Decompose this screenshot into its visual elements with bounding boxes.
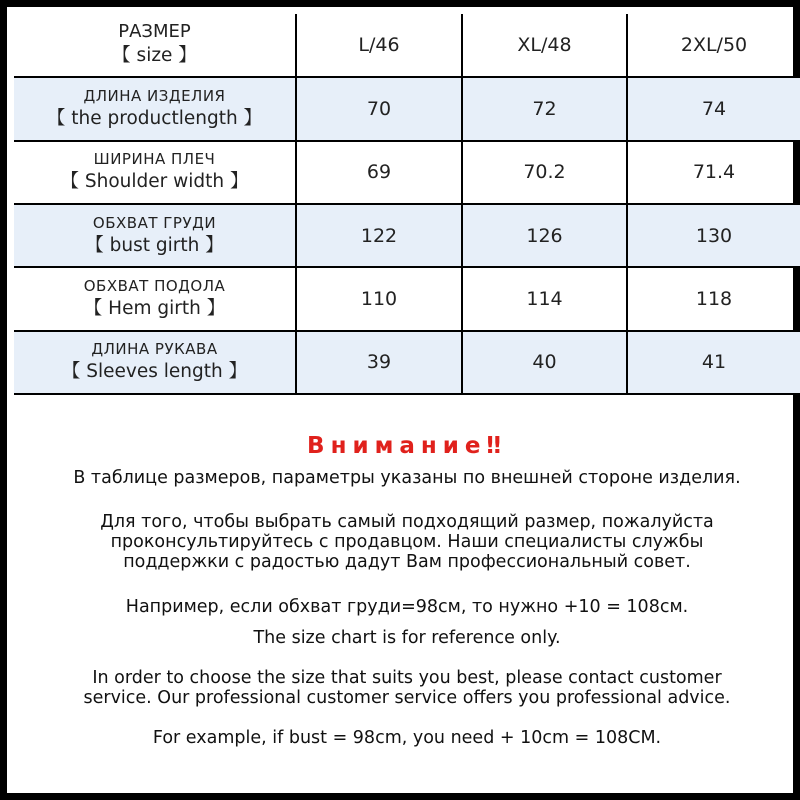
table-cell: 41 xyxy=(627,331,800,394)
row-label-ru: ОБХВАТ ГРУДИ xyxy=(92,213,217,232)
table-cell: 114 xyxy=(462,267,627,330)
row-label-ru: ДЛИНА РУКАВА xyxy=(91,340,218,359)
size-header-l: L/46 xyxy=(296,14,462,77)
table-cell: 126 xyxy=(462,204,627,267)
size-header-xl: XL/48 xyxy=(462,14,627,77)
row-label-cell xyxy=(14,77,296,140)
note-en-line-5a: In order to choose the size that suits you best, please contact customer xyxy=(92,668,722,688)
note-en-reference: The size chart is for reference only. xyxy=(253,628,561,648)
row-label-ru: ОБХВАТ ПОДОЛА xyxy=(83,276,226,295)
table-cell: 130 xyxy=(627,204,800,267)
row-label-cell xyxy=(14,267,296,330)
table-cell: 110 xyxy=(296,267,462,330)
table-cell: 118 xyxy=(627,267,800,330)
table-cell: 40 xyxy=(462,331,627,394)
table-cell: 70.2 xyxy=(462,141,627,204)
table-cell: 69 xyxy=(296,141,462,204)
table-cell: 122 xyxy=(296,204,462,267)
row-label-cell xyxy=(14,331,296,394)
row-label-en: 【 Sleeves length 】 xyxy=(61,361,248,383)
size-header-2xl: 2XL/50 xyxy=(627,14,800,77)
note-ru-line-2c: поддержки с радостью дадут Вам профессиональный совет. xyxy=(123,552,691,572)
table-cell: 71.4 xyxy=(627,141,800,204)
note-ru-example: Например, если обхват груди=98см, то нужно +10 = 108см. xyxy=(125,597,689,617)
table-cell: 70 xyxy=(296,77,462,140)
table-cell: 74 xyxy=(627,77,800,140)
note-ru-line-2a: Для того, чтобы выбрать самый подходящий размер, пожалуйста xyxy=(100,512,714,532)
row-label-en: 【 Hem girth 】 xyxy=(83,297,226,319)
table-row-sleeve-length xyxy=(14,331,800,394)
size-table xyxy=(14,14,800,395)
warning-heading: Внимание‼ xyxy=(307,433,507,459)
table-row-product-length xyxy=(14,77,800,140)
table-cell: 39 xyxy=(296,331,462,394)
row-label-ru: ШИРИНА ПЛЕЧ xyxy=(93,150,216,169)
table-header-row xyxy=(14,14,800,77)
row-label-ru: ДЛИНА ИЗДЕЛИЯ xyxy=(83,86,226,105)
row-label-en: 【 bust girth 】 xyxy=(85,234,224,256)
header-label-cell xyxy=(14,14,296,77)
note-ru-line-2b: проконсультируйтесь с продавцом. Наши специалисты службы xyxy=(110,532,704,552)
note-ru-line-1: В таблице размеров, параметры указаны по внешней стороне изделия. xyxy=(73,468,741,488)
header-label-en: 【 size 】 xyxy=(112,45,197,67)
row-label-en: 【 the productlength 】 xyxy=(46,107,263,129)
table-row-bust-girth xyxy=(14,204,800,267)
note-en-example: For example, if bust = 98cm, you need + 10cm = 108CM. xyxy=(152,728,662,748)
note-en-line-5b: service. Our professional customer service offers you professional advice. xyxy=(83,688,731,708)
header-label-ru: РАЗМЕР xyxy=(118,21,191,43)
row-label-cell xyxy=(14,141,296,204)
row-label-en: 【 Shoulder width 】 xyxy=(60,171,249,193)
table-row-hem-girth xyxy=(14,267,800,330)
table-row-shoulder-width xyxy=(14,141,800,204)
table-cell: 72 xyxy=(462,77,627,140)
row-label-cell xyxy=(14,204,296,267)
